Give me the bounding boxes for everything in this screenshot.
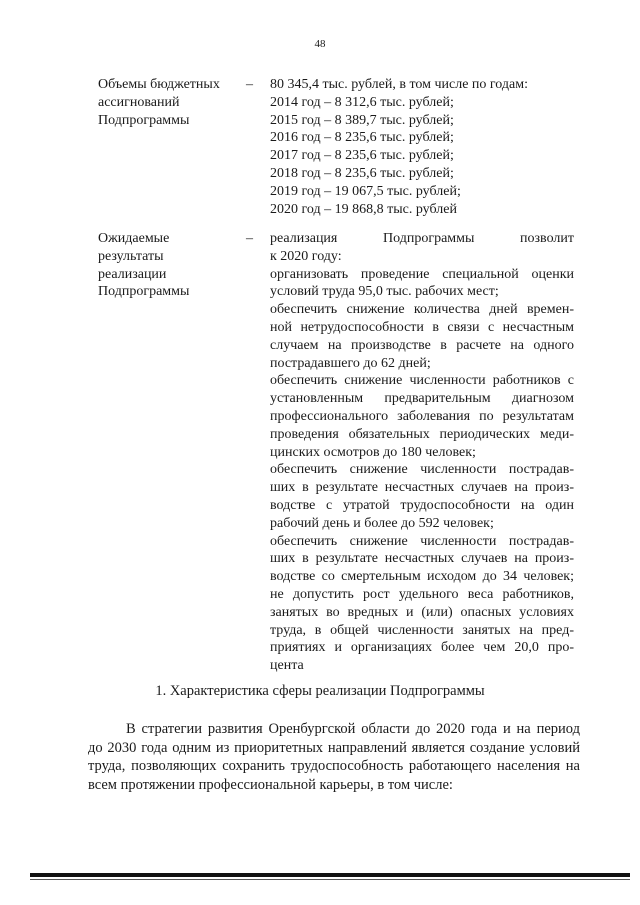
budget-year-line: 2020 год – 19 868,8 тыс. рублей <box>270 201 457 217</box>
results-line: приятиях и организациях более чем 20,0 про- <box>270 640 574 656</box>
results-line: занятых во вредных и (или) опасных условиях <box>270 604 574 620</box>
results-content <box>270 230 574 675</box>
results-line: цинских осмотров до 180 человек; <box>270 444 476 460</box>
body-line: до 2030 года одним из приоритетных направлений является создание условий <box>88 739 580 756</box>
budget-label-line: Подпрограммы <box>98 112 190 128</box>
page-number: 48 <box>314 38 326 50</box>
budget-label <box>98 76 238 129</box>
budget-year-line: 2018 год – 8 235,6 тыс. рублей; <box>270 165 454 181</box>
results-label-line: Ожидаемые <box>98 231 170 246</box>
budget-label-line: ассигнований <box>98 94 180 110</box>
results-line: профессионального заболевания по результатам <box>270 408 574 424</box>
results-line: рабочий день и более до 592 человек; <box>270 515 494 531</box>
results-line: ших в результате несчастных случаев на произ- <box>270 551 574 567</box>
budget-total: 80 345,4 тыс. рублей, в том числе по годам: <box>270 77 528 92</box>
results-line: к 2020 году: <box>270 248 342 264</box>
body-line: В стратегии развития Оренбургской области до 2020 года и на период <box>126 721 580 737</box>
body-paragraph <box>88 720 580 794</box>
results-line: водстве со смертельным исходом до 34 человек; <box>270 569 574 585</box>
results-line: обеспечить снижение численности работников с <box>270 373 574 389</box>
results-line: труда, в общей численности занятых на пред- <box>270 622 574 638</box>
results-line: обеспечить снижение численности пострадав- <box>270 533 574 549</box>
results-line: обеспечить снижение численности пострадав- <box>270 462 574 478</box>
results-line: водстве с утратой трудоспособности на один <box>270 497 574 513</box>
results-line: условий труда 95,0 тыс. рабочих мест; <box>270 284 499 300</box>
results-label <box>98 230 238 301</box>
results-label-line: результаты <box>98 248 164 264</box>
results-line: цента <box>270 658 304 674</box>
budget-label-line: Объемы бюджетных <box>98 77 220 92</box>
results-line: ших в результате несчастных случаев на произ- <box>270 480 574 496</box>
budget-year-line: 2019 год – 19 067,5 тыс. рублей; <box>270 183 461 199</box>
results-line: не допустить рост удельного веса работников, <box>270 586 574 602</box>
results-line: организовать проведение специальной оценки <box>270 266 574 282</box>
budget-year-line: 2014 год – 8 312,6 тыс. рублей; <box>270 94 454 110</box>
results-line: случаем на производстве в расчете на одного <box>270 337 574 353</box>
budget-year-line: 2016 год – 8 235,6 тыс. рублей; <box>270 130 454 146</box>
body-line: труда, позволяющих сохранить трудоспособность работающего населения на <box>88 758 580 775</box>
results-label-line: реализации <box>98 266 167 282</box>
page-bottom-rule <box>30 873 630 877</box>
results-line: ной нетрудоспособности в связи с несчастным <box>270 319 574 335</box>
body-line: всем протяжении профессиональной карьеры, в том числе: <box>88 776 453 793</box>
results-label-line: Подпрограммы <box>98 284 190 300</box>
results-line: установленным предварительным диагнозом <box>270 391 574 407</box>
results-line: проведения обязательных периодических меди- <box>270 426 574 442</box>
results-line: реализация Подпрограммы позволит <box>270 231 574 246</box>
results-line: пострадавшего до 62 дней; <box>270 355 431 371</box>
budget-year-line: 2015 год – 8 389,7 тыс. рублей; <box>270 112 454 128</box>
budget-content <box>270 76 574 218</box>
results-dash: – <box>246 231 253 246</box>
budget-year-line: 2017 год – 8 235,6 тыс. рублей; <box>270 148 454 164</box>
results-line: обеспечить снижение количества дней времен- <box>270 302 574 318</box>
budget-dash: – <box>246 77 253 92</box>
section-heading: 1. Характеристика сферы реализации Подпрограммы <box>155 683 485 699</box>
page-bottom-rule-thin <box>30 879 630 880</box>
